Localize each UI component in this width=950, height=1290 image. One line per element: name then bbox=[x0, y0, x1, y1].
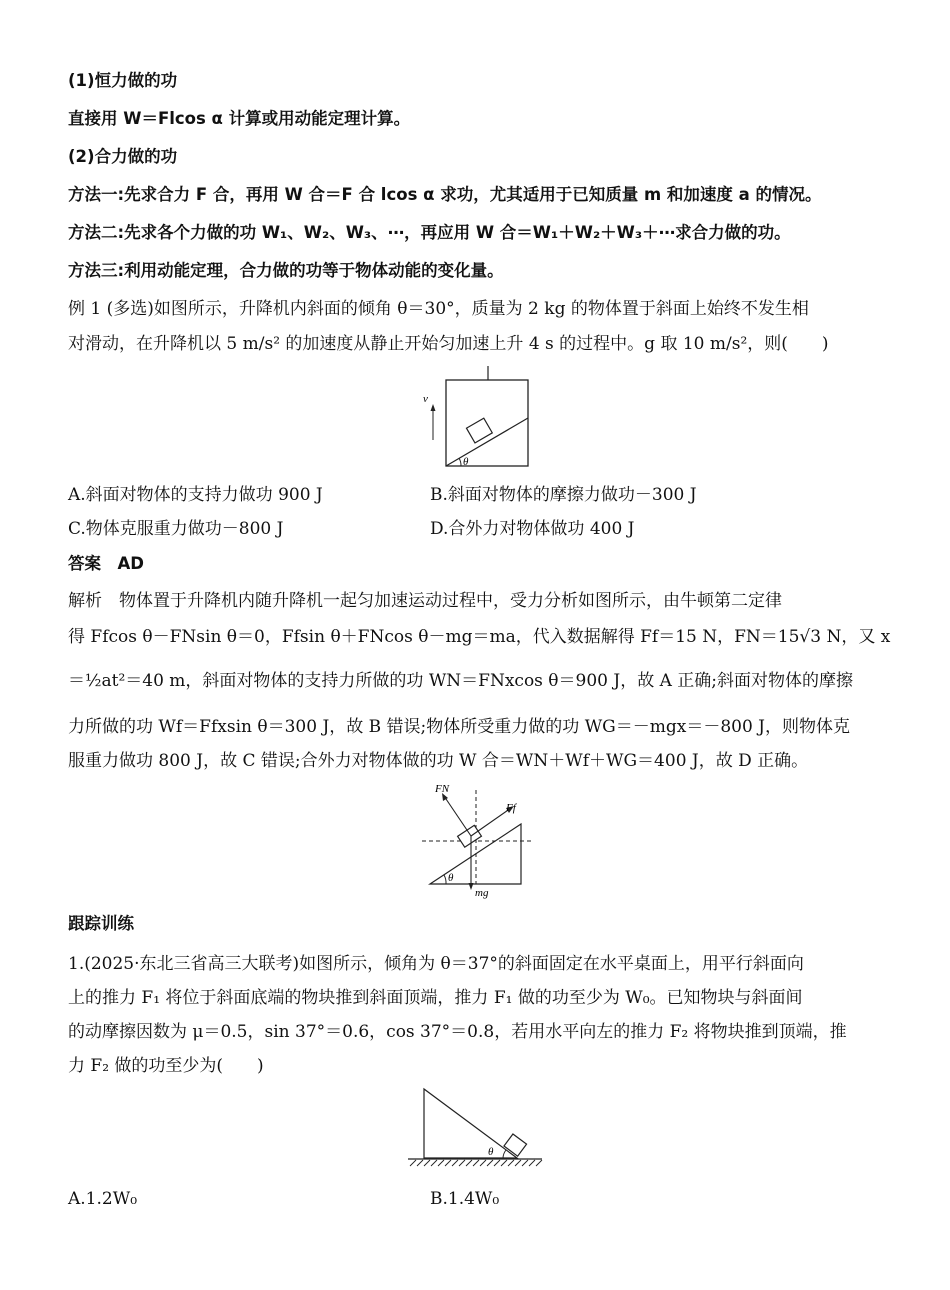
heading-net-force: (2)合力做的功 bbox=[68, 147, 178, 166]
option-b: B.斜面对物体的摩擦力做功－300 J bbox=[430, 485, 697, 505]
theta-label: θ bbox=[488, 1146, 494, 1158]
question-1-option-b: B.1.4W₀ bbox=[430, 1189, 500, 1209]
explanation-line-5: 服重力做功 800 J，故 C 错误;合外力对物体做的功 W 合＝WN＋Wf＋WG＝400 J，故 D 正确。 bbox=[68, 751, 809, 771]
explanation-line-4: 力所做的功 Wf＝Ffxsin θ＝300 J，故 B 错误;物体所受重力做的功 WG＝－mgx＝－800 J，则物体克 bbox=[68, 717, 850, 737]
question-1-line-2: 上的推力 F₁ 将位于斜面底端的物块推到斜面顶端，推力 F₁ 做的功至少为 W₀。已知物块与斜面间 bbox=[68, 988, 803, 1008]
elevator-incline-figure bbox=[418, 364, 538, 474]
force-analysis-figure bbox=[420, 778, 540, 903]
normal-force-label: FN bbox=[435, 783, 450, 795]
follow-up-training-heading: 跟踪训练 bbox=[68, 914, 134, 933]
constant-force-method: 直接用 W＝Flcos α 计算或用动能定理计算。 bbox=[68, 109, 411, 128]
method-two: 方法二:先求各个力做的功 W₁、W₂、W₃、⋯，再应用 W 合＝W₁＋W₂＋W₃＋⋯求合力做的功。 bbox=[68, 223, 791, 242]
incline-on-table-figure bbox=[404, 1084, 548, 1170]
gravity-label: mg bbox=[475, 887, 489, 899]
option-a: A.斜面对物体的支持力做功 900 J bbox=[68, 485, 323, 505]
question-1-line-4: 力 F₂ 做的功至少为( ) bbox=[68, 1056, 264, 1076]
theta-label: θ bbox=[463, 456, 469, 468]
explanation-line-1: 解析 物体置于升降机内随升降机一起匀加速运动过程中，受力分析如图所示，由牛顿第二定律 bbox=[68, 591, 782, 611]
question-1-line-3: 的动摩擦因数为 μ＝0.5，sin 37°＝0.6，cos 37°＝0.8，若用水平向左的推力 F₂ 将物块推到顶端，推 bbox=[68, 1022, 847, 1042]
velocity-label: v bbox=[423, 393, 428, 405]
question-1-option-a: A.1.2W₀ bbox=[68, 1189, 138, 1209]
heading-constant-force: (1)恒力做的功 bbox=[68, 71, 178, 90]
answer: 答案 AD bbox=[68, 554, 144, 573]
example-1-line-2: 对滑动，在升降机以 5 m/s² 的加速度从静止开始匀加速上升 4 s 的过程中。g 取 10 m/s²，则( ) bbox=[68, 334, 829, 354]
theta-label: θ bbox=[448, 872, 454, 884]
explanation-line-2: 得 Ffcos θ－FNsin θ＝0，Ffsin θ＋FNcos θ－mg＝ma，代入数据解得 Ff＝15 N，FN＝15√3 N，又 x bbox=[68, 627, 891, 647]
option-c: C.物体克服重力做功－800 J bbox=[68, 519, 284, 539]
method-three: 方法三:利用动能定理，合力做的功等于物体动能的变化量。 bbox=[68, 261, 504, 280]
question-1-line-1: 1.(2025·东北三省高三大联考)如图所示，倾角为 θ＝37°的斜面固定在水平桌面上，用平行斜面向 bbox=[68, 954, 804, 974]
explanation-line-3: ＝½at²＝40 m，斜面对物体的支持力所做的功 WN＝FNxcos θ＝900 J，故 A 正确;斜面对物体的摩擦 bbox=[68, 671, 854, 691]
example-1-line-1: 例 1 (多选)如图所示，升降机内斜面的倾角 θ＝30°，质量为 2 kg 的物体置于斜面上始终不发生相 bbox=[68, 299, 809, 319]
option-d: D.合外力对物体做功 400 J bbox=[430, 519, 635, 539]
method-one: 方法一:先求合力 F 合，再用 W 合＝F 合 lcos α 求功，尤其适用于已知质量 m 和加速度 a 的情况。 bbox=[68, 185, 822, 204]
friction-force-label: Ff bbox=[506, 802, 516, 814]
